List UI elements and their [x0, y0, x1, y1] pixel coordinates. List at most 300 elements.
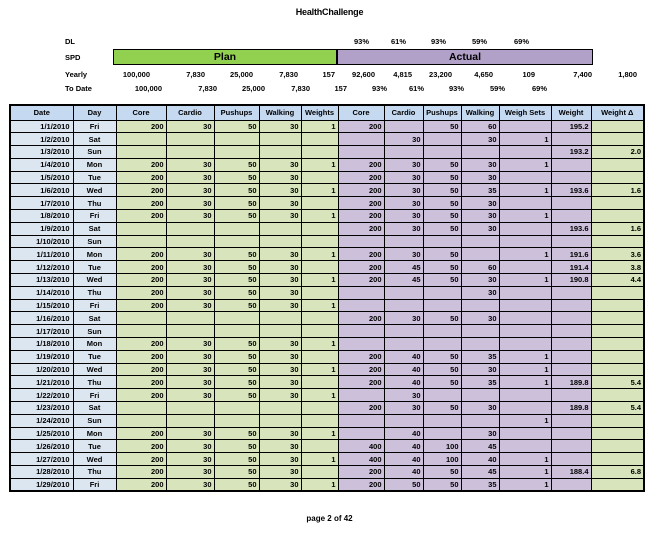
date-cell: 1/16/2010	[10, 312, 73, 325]
table-cell: 1	[499, 376, 551, 389]
table-cell: 30	[259, 440, 301, 453]
table-cell	[499, 299, 551, 312]
table-cell: 30	[166, 363, 214, 376]
table-cell: 200	[338, 312, 384, 325]
table-cell	[338, 325, 384, 338]
table-cell: 30	[384, 402, 423, 415]
table-cell: 50	[423, 210, 461, 223]
table-cell: 1	[301, 389, 338, 402]
table-cell	[301, 376, 338, 389]
to-date-value: 7,830	[198, 84, 217, 93]
table-cell: 1	[499, 350, 551, 363]
table-cell	[423, 299, 461, 312]
table-cell: 30	[461, 197, 499, 210]
day-cell: Sun	[73, 235, 116, 248]
table-row	[10, 299, 644, 312]
table-cell: 50	[423, 158, 461, 171]
table-cell: 30	[461, 222, 499, 235]
table-cell: 1	[301, 120, 338, 133]
table-cell	[166, 133, 214, 146]
table-cell	[499, 312, 551, 325]
table-cell: 200	[116, 158, 166, 171]
day-cell: Sat	[73, 402, 116, 415]
table-cell: 5.4	[591, 402, 644, 415]
table-cell	[499, 146, 551, 159]
day-cell: Sun	[73, 325, 116, 338]
table-cell	[499, 222, 551, 235]
table-cell: 30	[166, 286, 214, 299]
table-row	[10, 376, 644, 389]
table-cell: 50	[384, 478, 423, 491]
table-cell	[259, 414, 301, 427]
column-header-core-actual: Core	[338, 105, 384, 120]
summary-label-dl: DL	[65, 37, 75, 46]
table-cell	[499, 286, 551, 299]
table-cell	[338, 299, 384, 312]
table-cell: 1	[301, 478, 338, 491]
table-cell	[166, 312, 214, 325]
table-row	[10, 466, 644, 479]
table-cell: 200	[116, 210, 166, 223]
table-row	[10, 261, 644, 274]
table-cell	[301, 325, 338, 338]
day-cell: Thu	[73, 466, 116, 479]
table-cell	[423, 235, 461, 248]
table-cell: 191.4	[551, 261, 591, 274]
table-cell: 30	[384, 197, 423, 210]
table-cell: 1	[301, 274, 338, 287]
table-cell: 30	[384, 210, 423, 223]
table-cell: 400	[338, 453, 384, 466]
actual-band	[337, 49, 593, 65]
table-cell: 50	[423, 171, 461, 184]
table-cell	[591, 478, 644, 491]
day-cell: Sun	[73, 146, 116, 159]
date-cell: 1/28/2010	[10, 466, 73, 479]
table-cell: 191.6	[551, 248, 591, 261]
table-cell: 30	[384, 133, 423, 146]
table-cell: 30	[166, 248, 214, 261]
table-cell	[259, 402, 301, 415]
column-header-pushups: Pushups	[214, 105, 259, 120]
table-cell: 1	[301, 184, 338, 197]
dl-value: 61%	[390, 37, 406, 46]
table-cell: 5.4	[591, 376, 644, 389]
table-cell: 189.8	[551, 376, 591, 389]
table-cell	[116, 133, 166, 146]
table-cell: 30	[166, 120, 214, 133]
day-cell: Mon	[73, 248, 116, 261]
day-cell: Wed	[73, 453, 116, 466]
day-cell: Mon	[73, 427, 116, 440]
table-cell	[301, 414, 338, 427]
table-cell: 50	[214, 210, 259, 223]
table-cell: 50	[214, 363, 259, 376]
day-cell: Thu	[73, 286, 116, 299]
summary-label-spd: SPD	[65, 53, 81, 62]
table-cell: 1	[499, 274, 551, 287]
column-header-cardio-actual: Cardio	[384, 105, 423, 120]
table-cell: 200	[116, 363, 166, 376]
table-cell: 45	[384, 261, 423, 274]
table-cell	[551, 363, 591, 376]
date-cell: 1/7/2010	[10, 197, 73, 210]
table-cell: 50	[214, 286, 259, 299]
table-cell: 30	[384, 184, 423, 197]
table-body	[10, 120, 644, 491]
table-cell	[461, 338, 499, 351]
date-cell: 1/14/2010	[10, 286, 73, 299]
table-cell	[591, 325, 644, 338]
table-cell: 30	[461, 363, 499, 376]
date-cell: 1/27/2010	[10, 453, 73, 466]
column-header-day: Day	[73, 105, 116, 120]
table-cell	[423, 427, 461, 440]
to-date-value: 61%	[408, 84, 424, 93]
to-date-value: 100,000	[134, 84, 162, 93]
yearly-value: 157	[322, 70, 335, 79]
day-cell: Tue	[73, 350, 116, 363]
table-cell: 30	[259, 350, 301, 363]
table-cell: 30	[259, 274, 301, 287]
yearly-value: 4,650	[474, 70, 493, 79]
summary-label-yearly: Yearly	[65, 70, 88, 79]
table-row	[10, 440, 644, 453]
table-cell: 30	[166, 158, 214, 171]
table-cell	[461, 299, 499, 312]
table-cell	[301, 286, 338, 299]
table-cell: 200	[116, 427, 166, 440]
day-cell: Fri	[73, 478, 116, 491]
table-cell	[499, 427, 551, 440]
day-cell: Fri	[73, 299, 116, 312]
table-cell	[551, 171, 591, 184]
date-cell: 1/29/2010	[10, 478, 73, 491]
table-cell: 200	[338, 363, 384, 376]
table-cell	[423, 325, 461, 338]
table-cell: 50	[214, 120, 259, 133]
table-cell: 200	[116, 248, 166, 261]
table-header	[10, 105, 644, 120]
table-cell: 1	[499, 158, 551, 171]
yearly-value: 7,400	[573, 70, 592, 79]
table-cell: 1	[301, 158, 338, 171]
day-cell: Sat	[73, 312, 116, 325]
table-cell: 3.8	[591, 261, 644, 274]
table-cell: 200	[116, 440, 166, 453]
table-cell: 200	[116, 376, 166, 389]
table-cell: 30	[384, 389, 423, 402]
table-cell	[499, 235, 551, 248]
table-cell	[259, 222, 301, 235]
table-cell	[166, 235, 214, 248]
table-cell	[384, 120, 423, 133]
table-cell: 30	[166, 171, 214, 184]
table-cell: 30	[259, 286, 301, 299]
plan-band	[113, 49, 337, 65]
table-cell: 30	[461, 312, 499, 325]
table-cell	[423, 133, 461, 146]
table-cell: 30	[166, 338, 214, 351]
table-cell: 50	[214, 338, 259, 351]
table-cell	[423, 414, 461, 427]
table-cell	[423, 389, 461, 402]
daily-tracking-table	[9, 104, 645, 492]
table-cell: 200	[338, 402, 384, 415]
table-cell: 6.8	[591, 466, 644, 479]
table-cell	[591, 453, 644, 466]
table-cell: 50	[214, 440, 259, 453]
table-cell	[423, 146, 461, 159]
table-cell: 200	[338, 478, 384, 491]
table-cell	[301, 171, 338, 184]
table-cell	[499, 389, 551, 402]
table-row	[10, 222, 644, 235]
table-cell: 200	[116, 478, 166, 491]
table-cell: 200	[116, 453, 166, 466]
table-cell: 50	[423, 197, 461, 210]
table-cell: 100	[423, 440, 461, 453]
table-cell	[259, 325, 301, 338]
day-cell: Sat	[73, 222, 116, 235]
table-cell	[423, 338, 461, 351]
table-cell: 190.8	[551, 274, 591, 287]
table-row	[10, 133, 644, 146]
table-cell: 30	[166, 197, 214, 210]
table-cell: 30	[461, 210, 499, 223]
table-cell	[551, 312, 591, 325]
table-cell	[384, 235, 423, 248]
table-cell	[384, 325, 423, 338]
table-cell: 1	[301, 363, 338, 376]
column-header-cardio: Cardio	[166, 105, 214, 120]
table-cell: 1	[301, 248, 338, 261]
day-cell: Tue	[73, 440, 116, 453]
date-cell: 1/1/2010	[10, 120, 73, 133]
table-cell	[551, 478, 591, 491]
table-cell	[301, 312, 338, 325]
table-cell: 200	[338, 274, 384, 287]
table-cell: 40	[384, 440, 423, 453]
table-row	[10, 338, 644, 351]
dl-value: 69%	[513, 37, 529, 46]
table-cell: 30	[259, 299, 301, 312]
table-cell: 30	[166, 299, 214, 312]
table-cell	[551, 350, 591, 363]
table-cell	[214, 402, 259, 415]
date-cell: 1/24/2010	[10, 414, 73, 427]
table-cell: 50	[423, 376, 461, 389]
table-cell: 50	[423, 350, 461, 363]
to-date-value: 25,000	[242, 84, 265, 93]
summary-label-to-date: To Date	[65, 84, 92, 93]
table-cell: 50	[423, 363, 461, 376]
table-cell	[591, 197, 644, 210]
table-cell	[551, 299, 591, 312]
table-cell	[499, 440, 551, 453]
date-cell: 1/22/2010	[10, 389, 73, 402]
table-cell: 50	[423, 402, 461, 415]
day-cell: Fri	[73, 389, 116, 402]
dl-values-row	[0, 37, 659, 49]
table-cell	[338, 146, 384, 159]
table-cell: 30	[259, 338, 301, 351]
table-header-row	[10, 105, 644, 120]
table-cell: 30	[461, 274, 499, 287]
table-cell	[214, 146, 259, 159]
table-cell: 30	[166, 427, 214, 440]
table-cell: 30	[259, 363, 301, 376]
table-cell: 200	[338, 350, 384, 363]
date-cell: 1/12/2010	[10, 261, 73, 274]
table-row	[10, 414, 644, 427]
table-cell	[301, 235, 338, 248]
table-cell: 50	[214, 197, 259, 210]
table-cell	[166, 222, 214, 235]
table-cell	[461, 146, 499, 159]
table-cell	[461, 248, 499, 261]
table-cell	[591, 389, 644, 402]
date-cell: 1/19/2010	[10, 350, 73, 363]
table-cell: 200	[116, 197, 166, 210]
date-cell: 1/10/2010	[10, 235, 73, 248]
table-cell	[551, 338, 591, 351]
table-cell	[116, 325, 166, 338]
table-cell: 200	[338, 261, 384, 274]
table-cell: 30	[259, 171, 301, 184]
actual-band-label: Actual	[448, 51, 482, 63]
table-cell	[301, 440, 338, 453]
yearly-value: 25,000	[230, 70, 253, 79]
table-cell	[591, 120, 644, 133]
table-cell	[338, 235, 384, 248]
table-cell	[338, 414, 384, 427]
table-cell: 50	[214, 158, 259, 171]
table-cell	[551, 440, 591, 453]
table-cell: 50	[423, 120, 461, 133]
column-header-pushups-actual: Pushups	[423, 105, 461, 120]
table-row	[10, 453, 644, 466]
table-cell: 1	[301, 210, 338, 223]
table-cell: 50	[214, 274, 259, 287]
table-cell: 200	[338, 120, 384, 133]
table-cell: 50	[214, 478, 259, 491]
table-cell	[338, 286, 384, 299]
table-cell	[301, 197, 338, 210]
to-date-value: 69%	[531, 84, 547, 93]
table-cell: 30	[384, 222, 423, 235]
table-cell: 30	[384, 171, 423, 184]
day-cell: Wed	[73, 184, 116, 197]
table-cell: 200	[116, 120, 166, 133]
table-cell: 1.6	[591, 222, 644, 235]
table-cell: 30	[166, 274, 214, 287]
table-cell	[551, 325, 591, 338]
table-cell	[214, 325, 259, 338]
table-cell: 45	[384, 274, 423, 287]
table-row	[10, 235, 644, 248]
table-cell: 195.2	[551, 120, 591, 133]
table-cell	[591, 414, 644, 427]
table-cell: 193.2	[551, 146, 591, 159]
table-cell: 2.0	[591, 146, 644, 159]
table-cell: 30	[461, 133, 499, 146]
table-cell: 200	[116, 299, 166, 312]
table-cell: 200	[338, 171, 384, 184]
table-cell	[591, 427, 644, 440]
table-cell: 50	[423, 466, 461, 479]
yearly-value: 92,600	[352, 70, 375, 79]
table-cell: 200	[338, 466, 384, 479]
table-cell: 40	[461, 453, 499, 466]
table-cell	[301, 402, 338, 415]
table-cell	[384, 414, 423, 427]
table-cell	[384, 286, 423, 299]
table-cell: 1	[301, 299, 338, 312]
table-cell: 50	[214, 453, 259, 466]
day-cell: Sun	[73, 414, 116, 427]
table-cell: 50	[214, 171, 259, 184]
table-cell: 30	[259, 478, 301, 491]
table-cell	[499, 261, 551, 274]
table-cell: 30	[259, 158, 301, 171]
table-cell: 30	[166, 261, 214, 274]
table-cell	[259, 235, 301, 248]
table-cell: 30	[166, 350, 214, 363]
page-title: HealthChallenge	[295, 7, 364, 17]
table-cell: 200	[116, 184, 166, 197]
table-row	[10, 312, 644, 325]
table-cell	[499, 171, 551, 184]
table-cell: 30	[166, 210, 214, 223]
table-row	[10, 286, 644, 299]
day-cell: Fri	[73, 120, 116, 133]
table-cell: 1	[499, 133, 551, 146]
table-cell	[461, 414, 499, 427]
date-cell: 1/23/2010	[10, 402, 73, 415]
yearly-value: 100,000	[122, 70, 150, 79]
table-cell: 30	[259, 466, 301, 479]
yearly-values-row	[0, 70, 659, 82]
table-cell: 40	[384, 350, 423, 363]
table-cell	[423, 286, 461, 299]
table-cell: 30	[461, 402, 499, 415]
table-cell: 50	[423, 248, 461, 261]
table-cell	[116, 402, 166, 415]
table-cell: 30	[259, 248, 301, 261]
table-row	[10, 325, 644, 338]
table-cell: 200	[338, 184, 384, 197]
table-row	[10, 363, 644, 376]
table-cell	[551, 235, 591, 248]
table-cell: 1	[499, 478, 551, 491]
table-cell	[384, 299, 423, 312]
table-cell	[499, 197, 551, 210]
table-cell	[591, 363, 644, 376]
table-cell	[551, 389, 591, 402]
table-cell: 35	[461, 184, 499, 197]
table-cell: 200	[338, 210, 384, 223]
table-cell: 200	[116, 274, 166, 287]
table-cell: 40	[384, 427, 423, 440]
yearly-value: 7,830	[279, 70, 298, 79]
table-cell: 50	[214, 389, 259, 402]
dl-value: 93%	[430, 37, 446, 46]
yearly-value: 109	[522, 70, 535, 79]
date-cell: 1/21/2010	[10, 376, 73, 389]
table-row	[10, 389, 644, 402]
table-cell: 200	[116, 261, 166, 274]
